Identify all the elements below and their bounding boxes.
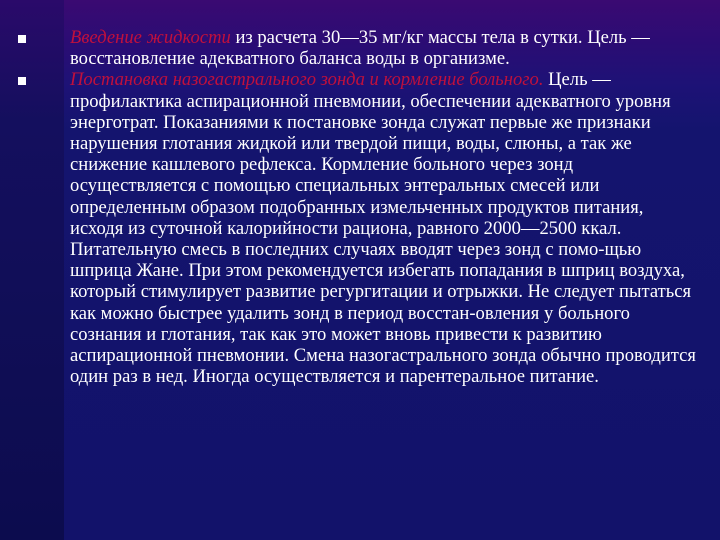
bullet-lead-term: Постановка назогастрального зонда и кормление больного. xyxy=(70,69,544,91)
bullet-item-fluid-intake xyxy=(18,27,698,69)
bullet-lead-term: Введение жидкости xyxy=(70,27,231,48)
bullet-text: из расчета 30—35 мг/кг массы тела в сутки. Цель — восстановление адекватного баланса воды в организме. xyxy=(70,27,650,70)
bullet-item-tube-feeding xyxy=(18,69,698,387)
bullet-list xyxy=(18,27,698,387)
bullet-text: Цель — профилактика аспирационной пневмонии, обеспечении адекватного уровня энерготрат. Показаниями к постановке зонда служат первые же признаки нарушения глотания жидкой или твердой пищи, воды, слюны, а так же снижение кашлевого рефлекса. Кормление больного через зонд осуществляется с помощью специальных энтеральных смесей или определенным образом подобранных измельченных продуктов питания, исходя из суточной калорийности рациона, равного 2000—2500 ккал. Питательную смесь в последних случаях вводят через зонд с помо-щью шприца Жане. При этом рекомендуется избегать попадания в шприц воздуха, который стимулирует развитие регургитации и отрыжки. Не следует пытаться как можно быстрее удалить зонд в период восстан-овления у больного сознания и глотания, так как это может вновь привести к развитию аспирационной пневмонии. Смена назогастрального зонда обычно проводится один раз в нед. Иногда осуществляется и парентеральное питание. xyxy=(70,69,696,388)
square-bullet-icon xyxy=(18,35,26,43)
square-bullet-icon xyxy=(18,77,26,85)
